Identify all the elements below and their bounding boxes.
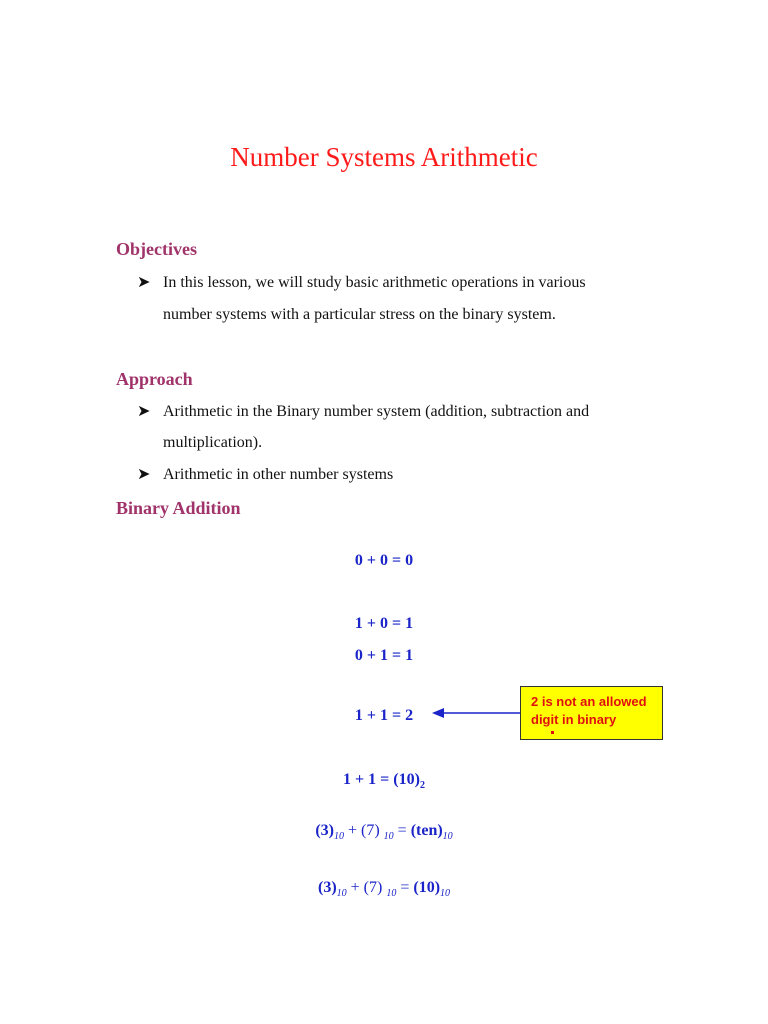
objectives-bullet [137, 273, 677, 293]
bullet-text-line: number systems with a particular stress on the binary system. [163, 306, 556, 323]
arrowhead-bullet-icon: ➤ [137, 403, 151, 420]
callout-box [520, 686, 663, 740]
approach-bullet [137, 402, 677, 422]
bullet-text-line: multiplication). [163, 434, 263, 451]
arrowhead-bullet-icon: ➤ [137, 274, 151, 291]
subscript: 2 [419, 780, 425, 791]
subscript: 10 [440, 888, 451, 899]
equation [0, 878, 768, 898]
callout-line: 2 is not an allowed [531, 694, 647, 709]
equation-part: = [396, 879, 414, 896]
binary-addition-heading: Binary Addition [116, 498, 241, 518]
equation: 1 + 0 = 1 [354, 615, 414, 632]
equation: 0 + 1 = 1 [354, 647, 414, 664]
equation-part: (10) [413, 879, 441, 896]
equation-part: (3) [317, 879, 337, 896]
bullet-text-line: In this lesson, we will study basic arithmetic operations in various [163, 274, 586, 291]
approach-heading: Approach [116, 369, 193, 389]
bullet-text-line: Arithmetic in other number systems [163, 466, 394, 483]
equation [0, 821, 768, 841]
equation-part: 1 + 1 = (10) [343, 771, 420, 788]
bullet-text-line: Arithmetic in the Binary number system (addition, subtraction and [163, 403, 590, 420]
subscript: 10 [333, 831, 344, 842]
subscript: 10 [442, 831, 453, 842]
callout-tick-mark [551, 731, 554, 734]
subscript: 10 [386, 888, 397, 899]
subscript: 10 [383, 831, 394, 842]
equation-part: (3) [315, 822, 334, 839]
approach-bullet [137, 465, 677, 485]
left-arrow-icon [432, 705, 522, 721]
equation-part: + (7) [343, 822, 384, 839]
subscript: 10 [336, 888, 347, 899]
equation: 1 + 1 = 2 [354, 707, 414, 724]
equation-part: = [393, 822, 411, 839]
objectives-heading: Objectives [116, 239, 197, 259]
equation-part: + (7) [346, 879, 387, 896]
page-title: Number Systems Arithmetic [230, 142, 538, 172]
equation-part: (ten) [410, 822, 443, 839]
equation: 0 + 0 = 0 [354, 552, 414, 569]
equation [0, 770, 768, 790]
arrowhead-bullet-icon: ➤ [137, 466, 151, 483]
callout-line: digit in binary [531, 712, 617, 727]
